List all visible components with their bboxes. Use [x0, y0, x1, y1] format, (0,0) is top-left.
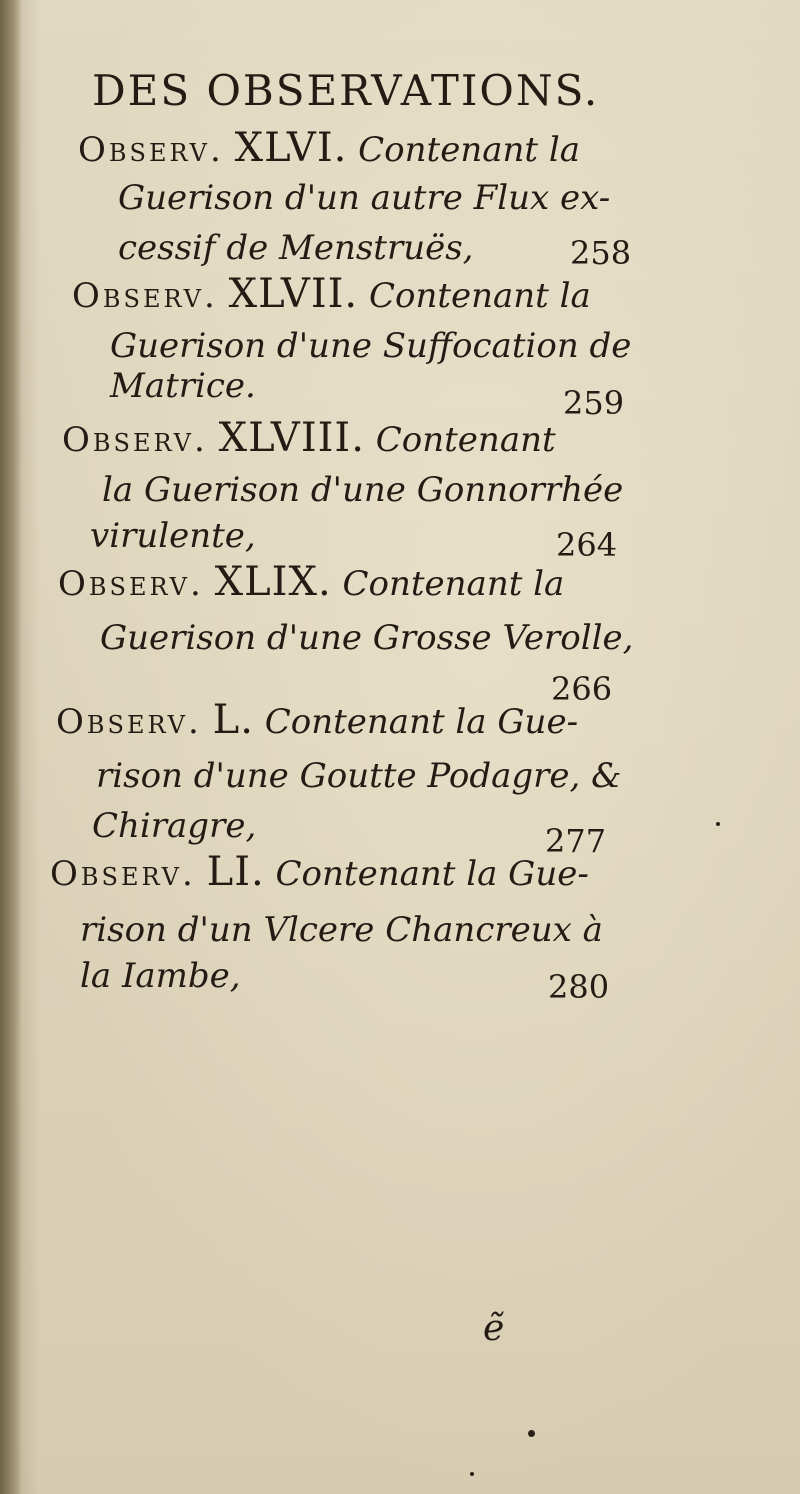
entry-48-numeral: XLVIII.	[218, 415, 365, 461]
entry-48-line-3: virulente,	[90, 516, 256, 556]
entry-46-line-1: Contenant la	[358, 130, 581, 170]
running-header: DES OBSERVATIONS.	[92, 66, 600, 115]
entry-51-numeral: LI.	[206, 849, 265, 895]
entry-47-heading	[72, 271, 591, 317]
ink-speck	[528, 1430, 535, 1437]
entry-47-page: 259	[563, 384, 625, 422]
entry-49-line-2: Guerison d'une Grosse Verolle,	[100, 618, 634, 658]
entry-51-page: 280	[548, 968, 610, 1006]
entry-51-line-1: Contenant la Gue-	[275, 854, 589, 894]
entry-50-numeral: L.	[212, 697, 254, 743]
entry-46-label: Observ.	[78, 130, 224, 170]
page-gutter	[0, 0, 22, 1494]
entry-46-line-3: cessif de Menstruës,	[118, 228, 474, 268]
entry-47-numeral: XLVII.	[228, 271, 359, 317]
entry-48-line-1: Contenant	[375, 420, 556, 460]
entry-51-line-2: rison d'un Vlcere Chancreux à	[80, 910, 603, 950]
entry-51-label: Observ.	[50, 854, 196, 894]
entry-48-page: 264	[556, 526, 618, 564]
entry-49-heading	[58, 559, 565, 605]
entry-50-line-3: Chiragre,	[92, 806, 257, 846]
entry-50-page: 277	[545, 822, 607, 860]
entry-46-heading	[78, 125, 581, 171]
ink-speck	[470, 1472, 474, 1476]
entry-48-heading	[62, 415, 556, 461]
entry-50-heading	[56, 697, 579, 743]
entry-49-line-1: Contenant la	[342, 564, 565, 604]
entry-46-numeral: XLVI.	[234, 125, 348, 171]
entry-50-line-2: rison d'une Goutte Podagre, &	[96, 756, 622, 796]
entry-51-line-3: la Iambe,	[80, 956, 241, 996]
entry-50-line-1: Contenant la Gue-	[264, 702, 579, 742]
entry-49-label: Observ.	[58, 564, 204, 604]
entry-48-label: Observ.	[62, 420, 208, 460]
entry-50-label: Observ.	[56, 702, 202, 742]
entry-46-page: 258	[570, 234, 632, 272]
signature-mark: ẽ	[483, 1308, 505, 1349]
entry-49-numeral: XLIX.	[214, 559, 332, 605]
ink-speck	[716, 822, 720, 826]
entry-47-line-1: Contenant la	[368, 276, 591, 316]
entry-47-line-2: Guerison d'une Suffocation de	[110, 326, 632, 366]
entry-51-heading	[50, 849, 589, 895]
entry-47-label: Observ.	[72, 276, 218, 316]
entry-47-line-3: Matrice.	[110, 366, 256, 406]
entry-48-line-2: la Guerison d'une Gonnorrhée	[102, 470, 624, 510]
entry-49-page: 266	[551, 670, 613, 708]
entry-46-line-2: Guerison d'un autre Flux ex-	[118, 178, 611, 218]
